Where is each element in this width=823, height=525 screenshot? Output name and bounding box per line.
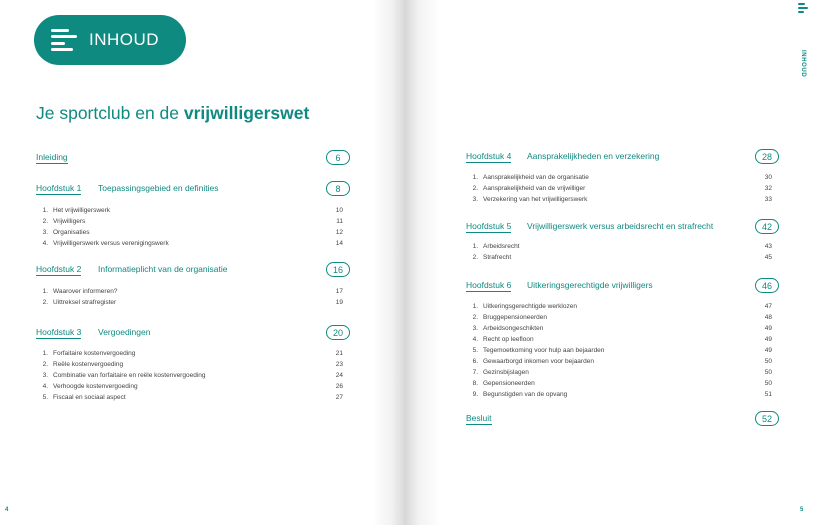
chapter-6-item-page: 50 [764,369,772,376]
chapter-5-item-page: 43 [764,243,772,250]
item-number: 4. [42,383,48,390]
item-number: 2. [472,254,478,261]
chapter-6-item-page: 51 [764,391,772,398]
item-text[interactable]: Organisaties [53,229,90,236]
item-text[interactable]: Recht op leefloon [483,336,534,343]
chapter-6-item-page: 49 [764,347,772,354]
chapter-6-label[interactable]: Hoofdstuk 6 [466,280,512,290]
chapter-5-item [466,242,520,251]
item-text[interactable]: Verzekering van het vrijwilligerswerk [483,196,588,203]
chapter-5-page-pill: 42 [755,219,779,234]
chapter-4-item-page: 32 [764,185,772,192]
intro-label[interactable]: Inleiding [36,152,68,162]
chapter-1-item [36,206,110,215]
chapter-6-item-page: 50 [764,380,772,387]
chapter-6-item [466,379,535,388]
chapter-1-item-page: 11 [336,218,343,225]
item-number: 2. [42,299,48,306]
chapter-3-item-page: 27 [335,394,343,401]
item-number: 3. [472,325,478,332]
item-number: 3. [472,196,478,203]
chapter-1-item [36,239,169,248]
item-number: 1. [42,350,48,357]
chapter-6-item-page: 48 [764,314,772,321]
item-number: 1. [472,174,478,181]
chapter-1-item [36,217,85,226]
item-text[interactable]: Bruggepensioneerden [483,314,547,321]
item-text[interactable]: Combinatie van forfaitaire en reële kostenvergoeding [53,372,206,379]
chapter-3-item [36,349,135,358]
item-number: 1. [42,207,48,214]
folio-left: 4 [5,507,9,513]
item-number: 2. [472,185,478,192]
chapter-5-row [466,219,511,235]
chapter-4-item-page: 33 [764,196,772,203]
chapter-6-item [466,346,604,355]
chapter-3-item [36,393,126,402]
side-lines-icon [798,3,808,13]
item-text[interactable]: Uitkeringsgerechtigde werklozen [483,303,577,310]
item-text[interactable]: Tegemoetkoming voor hulp aan bejaarden [483,347,605,354]
item-text[interactable]: Forfaitaire kostenvergoeding [53,350,136,357]
item-text[interactable]: Gepensioneerden [483,380,535,387]
item-text[interactable]: Gezinsbijslagen [483,369,529,376]
item-text[interactable]: Arbeidsrecht [483,243,520,250]
chapter-4-item [466,195,587,204]
badge-label: INHOUD [89,30,160,49]
chapter-6-item [466,368,529,377]
chapter-2-row [36,262,81,278]
chapter-6-item [466,335,534,344]
item-number: 6. [472,358,478,365]
chapter-6-item [466,390,567,399]
chapter-4-item [466,173,589,182]
item-text[interactable]: Fiscaal en sociaal aspect [53,394,126,401]
chapter-3-item [36,382,138,391]
intro-row [36,150,68,166]
chapter-5-title: Vrijwilligerswerk versus arbeidsrecht en strafrecht [527,221,714,231]
chapter-6-item-page: 49 [764,336,772,343]
item-text[interactable]: Aansprakelijkheid van de organisatie [483,174,589,181]
chapter-6-row [466,278,511,294]
item-number: 1. [472,243,478,250]
chapter-6-item-page: 50 [764,358,772,365]
chapter-6-item [466,324,543,333]
gutter-shadow-left [372,0,404,525]
chapter-1-item [36,228,90,237]
item-text[interactable]: Begunstigden van de opvang [483,391,568,398]
chapter-5-item-page: 45 [764,254,772,261]
item-number: 8. [472,380,478,387]
chapter-1-item-page: 10 [335,207,343,214]
chapter-2-item-page: 19 [335,299,343,306]
item-text[interactable]: Strafrecht [483,254,512,261]
chapter-4-page-pill: 28 [755,149,779,164]
chapter-2-page-pill: 16 [326,262,350,277]
item-text[interactable]: Gewaarborgd inkomen voor bejaarden [483,358,594,365]
chapter-1-page-pill: 8 [326,181,350,196]
chapter-6-page-pill: 46 [755,278,779,293]
inhoud-badge [34,15,186,65]
chapter-4-row [466,149,511,165]
title-bold: vrijwilligerswet [183,103,310,123]
item-text[interactable]: Het vrijwilligerswerk [53,207,111,214]
outro-row [466,411,492,427]
chapter-3-row [36,325,81,341]
chapter-2-item [36,298,116,307]
item-number: 2. [42,218,48,225]
chapter-2-label[interactable]: Hoofdstuk 2 [36,264,82,274]
chapter-4-title: Aansprakelijkheden en verzekering [527,151,660,161]
gutter-shadow-right [404,0,440,525]
title-plain: Je sportclub en de [36,103,184,123]
chapter-1-row [36,181,81,197]
item-number: 5. [42,394,48,401]
outro-label[interactable]: Besluit [466,413,492,423]
chapter-3-item [36,360,123,369]
side-tab-label: INHOUD [800,50,806,78]
chapter-2-item [36,287,117,296]
item-text[interactable]: Aansprakelijkheid van de vrijwilliger [483,185,586,192]
item-text[interactable]: Uittreksel strafregister [53,299,117,306]
chapter-3-item [36,371,205,380]
item-text[interactable]: Waarover informeren? [53,288,118,295]
chapter-3-item-page: 23 [335,361,343,368]
item-number: 5. [472,347,478,354]
item-number: 1. [472,303,478,310]
chapter-6-item [466,302,577,311]
chapter-6-item [466,313,547,322]
chapter-3-page-pill: 20 [326,325,350,340]
item-number: 2. [42,361,48,368]
chapter-2-item-page: 17 [335,288,343,295]
item-text[interactable]: Verhoogde kostenvergoeding [53,383,138,390]
menu-lines-icon [51,29,77,51]
chapter-4-label[interactable]: Hoofdstuk 4 [466,151,512,161]
item-number: 1. [42,288,48,295]
chapter-6-item [466,357,594,366]
chapter-1-label[interactable]: Hoofdstuk 1 [36,183,82,193]
folio-right: 5 [800,507,804,513]
item-number: 2. [472,314,478,321]
item-text[interactable]: Vrijwilligers [53,218,86,225]
item-text[interactable]: Vrijwilligerswerk versus verenigingswerk [53,240,169,247]
chapter-3-item-page: 26 [335,383,343,390]
chapter-3-label[interactable]: Hoofdstuk 3 [36,327,82,337]
chapter-2-title: Informatieplicht van de organisatie [98,264,228,274]
chapter-6-title: Uitkeringsgerechtigde vrijwilligers [527,280,653,290]
item-text[interactable]: Reële kostenvergoeding [53,361,124,368]
item-number: 3. [42,372,48,379]
right-page [404,0,823,525]
chapter-3-item-page: 24 [335,372,343,379]
chapter-1-item-page: 12 [335,229,343,236]
chapter-1-title: Toepassingsgebied en definities [98,183,219,193]
item-number: 7. [472,369,478,376]
item-number: 3. [42,229,48,236]
chapter-4-item [466,184,585,193]
chapter-6-item-page: 47 [764,303,772,310]
outro-page-pill: 52 [755,411,779,426]
chapter-4-item-page: 30 [764,174,772,181]
chapter-3-title: Vergoedingen [98,327,151,337]
chapter-3-item-page: 21 [335,350,343,357]
chapter-6-item-page: 49 [764,325,772,332]
item-text[interactable]: Arbeidsongeschikten [483,325,544,332]
intro-page-pill: 6 [326,150,350,165]
chapter-1-item-page: 14 [335,240,343,247]
item-number: 4. [42,240,48,247]
chapter-5-item [466,253,511,262]
document-title [36,103,309,124]
item-number: 4. [472,336,478,343]
chapter-5-label[interactable]: Hoofdstuk 5 [466,221,512,231]
item-number: 9. [472,391,478,398]
